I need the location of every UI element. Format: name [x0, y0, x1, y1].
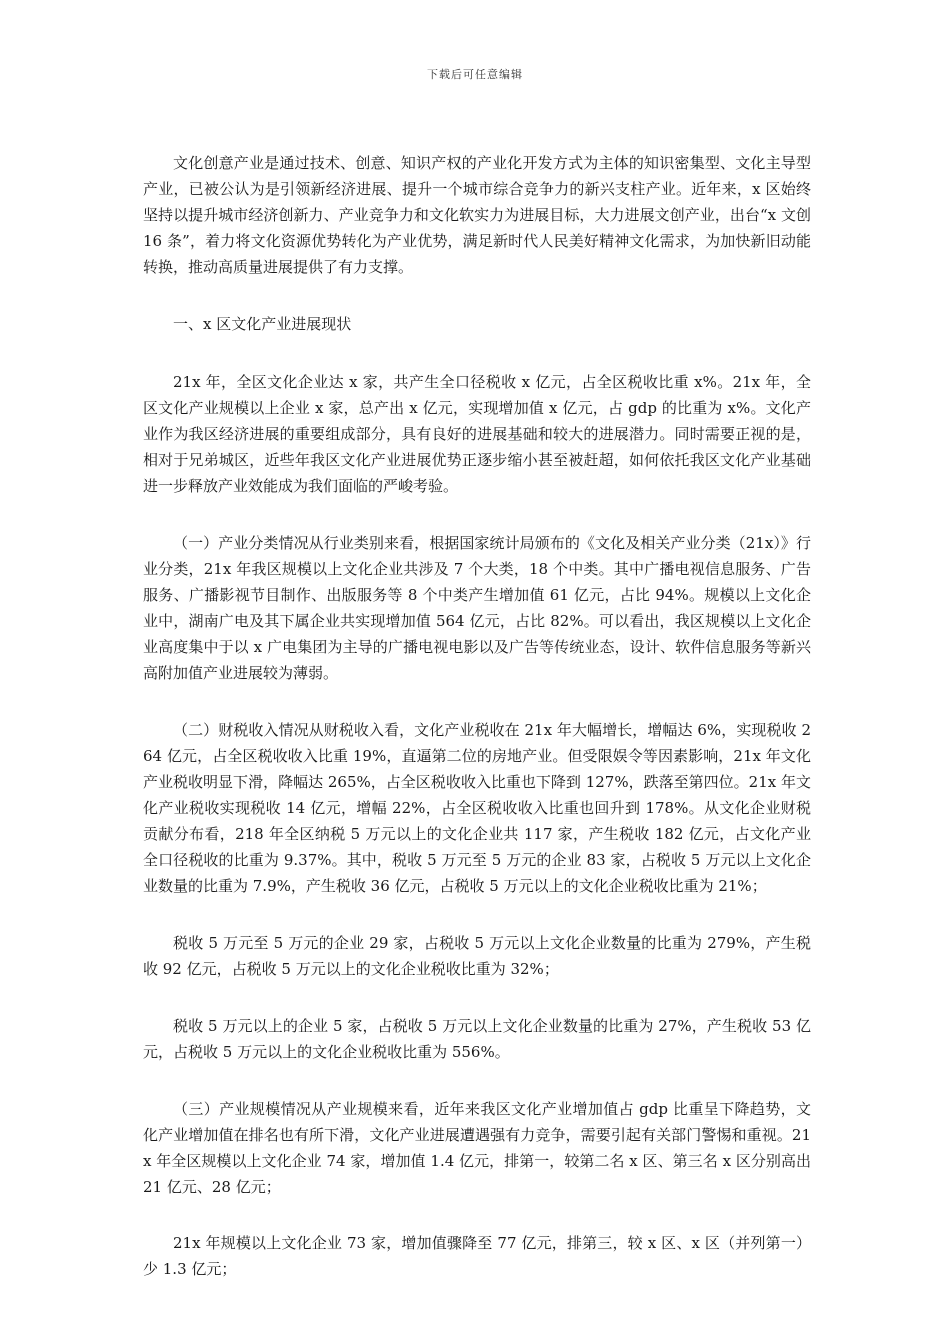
tax-revenue-paragraph: （二）财税收入情况从财税收入看，文化产业税收在 21x 年大幅增长，增幅达 6%，实现税收 264 亿元，占全区税收收入比重 19%，直逼第二位的房地产业。但受限娱令等因素影响，21x 年文化产业税收明显下滑，降幅达 265%，占全区税收收入比重也下降到 127%，跌落至第四位。21x 年文化产业税收实现税收 14 亿元，增幅 22%，占全区税收收入比重也回升到 178%。从文化企业财税贡献分布看，218 年全区纳税 5 万元以上的文化企业共 117 家，产生税收 182 亿元，占文化产业全口径税收的比重为 9.37%。其中，税收 5 万元至 5 万元的企业 83 家，占税收 5 万元以上文化企业数量的比重为 7.9%，产生税收 36 亿元，占税收 5 万元以上的文化企业税收比重为 21%； [143, 721, 811, 895]
scale-decline-paragraph: 21x 年规模以上文化企业 73 家，增加值骤降至 77 亿元，排第三，较 x 区、x 区（并列第一）少 1.3 亿元； [143, 1234, 811, 1278]
intro-paragraph: 文化创意产业是通过技术、创意、知识产权的产业化开发方式为主体的知识密集型、文化主导型产业，已被公认为是引领新经济进展、提升一个城市综合竞争力的新兴支柱产业。近年来，x 区始终坚持以提升城市经济创新力、产业竞争力和文化软实力为进展目标，大力进展文创产业，出台“x 文创 16 条”，着力将文化资源优势转化为产业优势，满足新时代人民美好精神文化需求，为加快新旧动能转换，推动高质量进展提供了有力支撑。 [143, 154, 811, 276]
tax-tier-paragraph-1: 税收 5 万元至 5 万元的企业 29 家，占税收 5 万元以上文化企业数量的比重为 279%，产生税收 92 亿元，占税收 5 万元以上的文化企业税收比重为 32%； [143, 934, 811, 978]
header-note: 下载后可任意编辑 [427, 68, 523, 81]
industry-scale-paragraph: （三）产业规模情况从产业规模来看，近年来我区文化产业增加值占 gdp 比重呈下降趋势，文化产业增加值在排名也有所下滑，文化产业进展遭遇强有力竞争，需要引起有关部门警惕和重视。21x 年全区规模以上文化企业 74 家，增加值 1.4 亿元，排第一，较第二名 x 区、第三名 x 区分别高出 21 亿元、28 亿元； [143, 1100, 811, 1196]
document-body [143, 150, 811, 1313]
status-paragraph: 21x 年，全区文化企业达 x 家，共产生全口径税收 x 亿元，占全区税收比重 x%。21x 年，全区文化产业规模以上企业 x 家，总产出 x 亿元，实现增加值 x 亿元，占 gdp 的比重为 x%。文化产业作为我区经济进展的重要组成部分，具有良好的进展基础和较大的进展潜力。同时需要正视的是，相对于兄弟城区，近些年我区文化产业进展优势正逐步缩小甚至被赶超，如何依托我区文化产业基础进一步释放产业效能成为我们面临的严峻考验。 [143, 373, 811, 495]
tax-tier-paragraph-2: 税收 5 万元以上的企业 5 家，占税收 5 万元以上文化企业数量的比重为 27%，产生税收 53 亿元，占税收 5 万元以上的文化企业税收比重为 556%。 [143, 1017, 811, 1061]
section-heading: 一、x 区文化产业进展现状 [173, 315, 352, 333]
industry-classification-paragraph: （一）产业分类情况从行业类别来看，根据国家统计局颁布的《文化及相关产业分类（21x）》行业分类，21x 年我区规模以上文化企业共涉及 7 个大类，18 个中类。其中广播电视信息服务、广告服务、广播影视节目制作、出版服务等 8 个中类产生增加值 61 亿元，占比 94%。规模以上文化企业中，湖南广电及其下属企业共实现增加值 564 亿元，占比 82%。可以看出，我区规模以上文化企业高度集中于以 x 广电集团为主导的广播电视电影以及广告等传统业态，设计、软件信息服务等新兴高附加值产业进展较为薄弱。 [143, 534, 811, 682]
